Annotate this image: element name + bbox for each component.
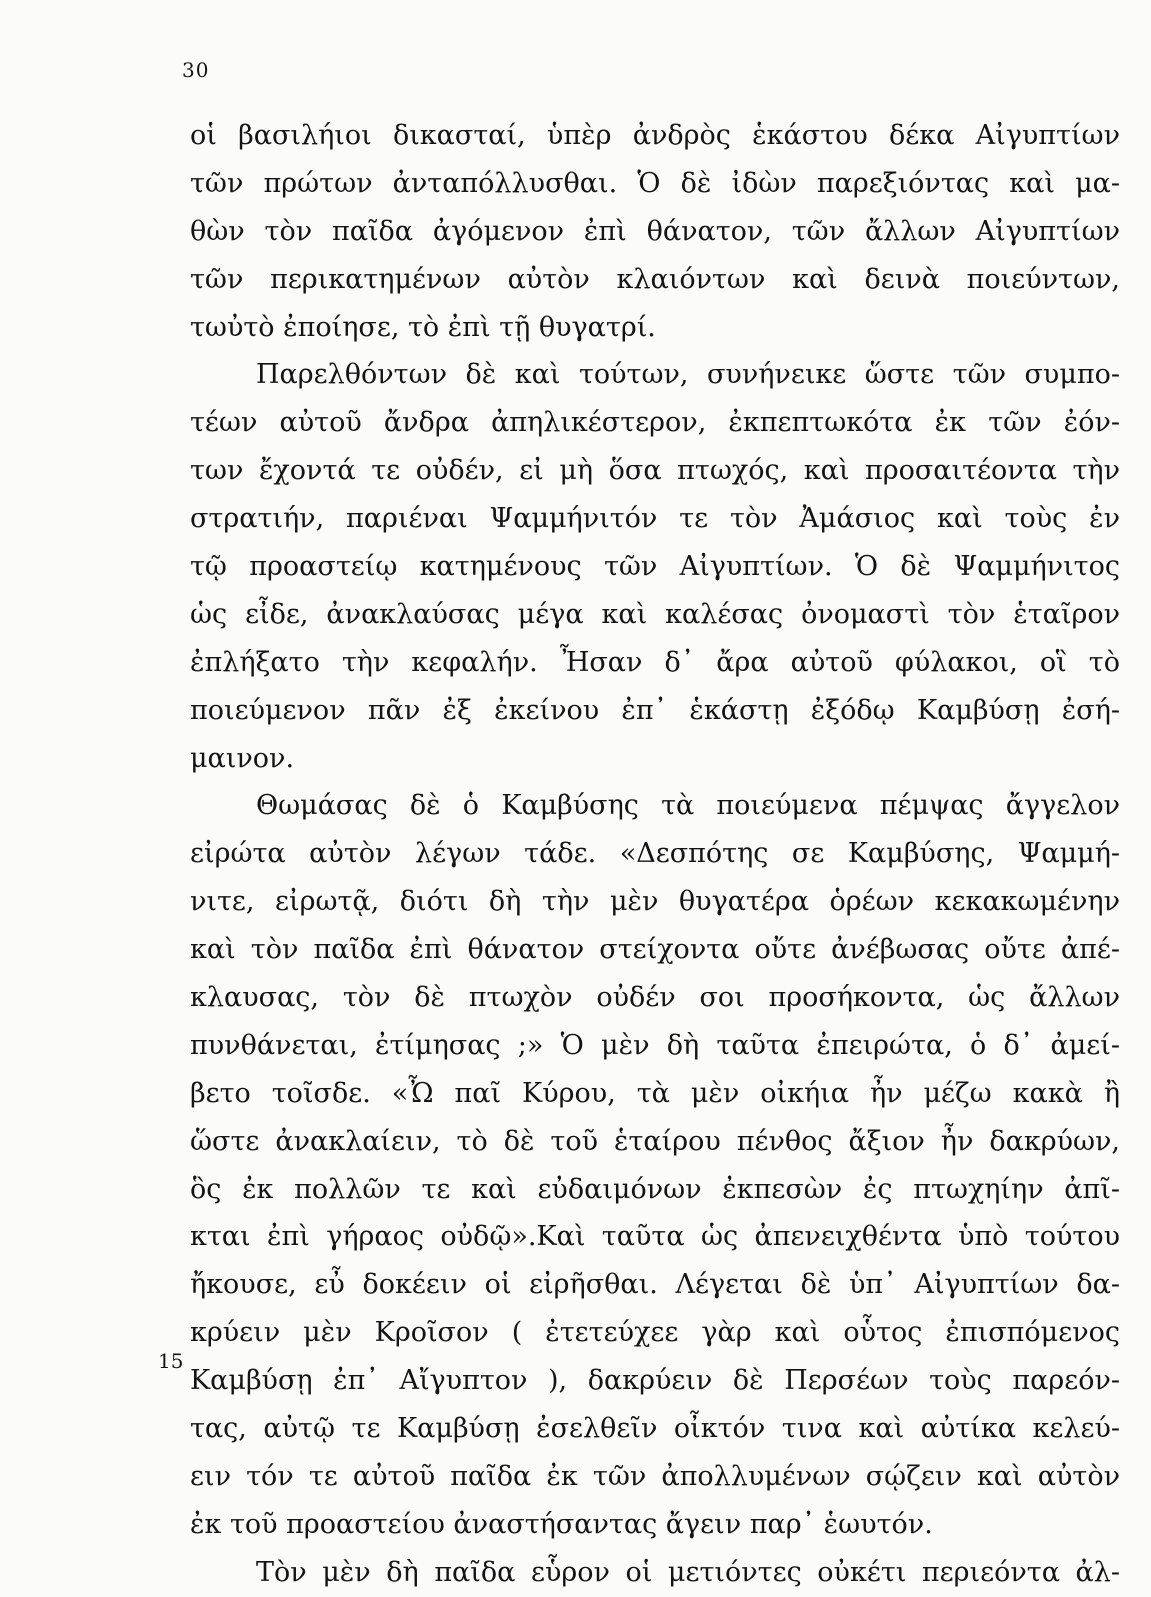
text-line: κται ἐπὶ γήραος οὐδῷ».Καὶ ταῦτα ὡς ἀπενειχθέντα ὑπὸ τούτου (190, 1221, 1120, 1253)
page-number: 30 (182, 58, 210, 82)
text-line: ειν τόν τε αὐτοῦ παῖδα ἐκ τῶν ἀπολλυμένων σῴζειν καὶ αὐτὸν (190, 1460, 1120, 1492)
text-line: ἐκ τοῦ προαστείου ἀναστήσαντας ἄγειν παρ᾽ ἑωυτόν. (190, 1508, 933, 1540)
text-line: Τὸν μὲν δὴ παῖδα εὗρον οἱ μετιόντες οὐκέτι περιεόντα ἀλ- (256, 1556, 1120, 1588)
text-line: θὼν τὸν παῖδα ἀγόμενον ἐπὶ θάνατον, τῶν ἄλλων Αἰγυπτίων (190, 215, 1120, 247)
text-line: εἰρώτα αὐτὸν λέγων τάδε. «Δεσπότης σε Καμβύσης, Ψαμμή- (190, 838, 1120, 870)
text-line: τῶν πρώτων ἀνταπόλλυσθαι. Ὁ δὲ ἰδὼν παρεξιόντας καὶ μα- (190, 167, 1120, 199)
text-line: ποιεύμενον πᾶν ἐξ ἐκείνου ἐπ᾽ ἑκάστῃ ἐξόδῳ Καμβύσῃ ἐσή- (190, 694, 1120, 726)
text-line: τας, αὐτῷ τε Καμβύσῃ ἐσελθεῖν οἶκτόν τινα καὶ αὐτίκα κελεύ- (190, 1413, 1120, 1445)
text-line: στρατιήν, παριέναι Ψαμμήνιτόν τε τὸν Ἀμάσιος καὶ τοὺς ἐν (190, 503, 1120, 535)
text-line: τωὐτὸ ἐποίησε, τὸ ἐπὶ τῇ θυγατρί. (190, 311, 656, 343)
text-line: ἤκουσε, εὖ δοκέειν οἱ εἰρῆσθαι. Λέγεται δὲ ὑπ᾽ Αἰγυπτίων δα- (190, 1269, 1120, 1301)
text-line: ὥστε ἀνακλαίειν, τὸ δὲ τοῦ ἑταίρου πένθος ἄξιον ἦν δακρύων, (190, 1125, 1120, 1157)
text-line: Θωμάσας δὲ ὁ Καμβύσης τὰ ποιεύμενα πέμψας ἄγγελον (256, 790, 1120, 822)
text-line: οἱ βασιλήιοι δικασταί, ὑπὲρ ἀνδρὸς ἑκάστου δέκα Αἰγυπτίων (190, 120, 1120, 151)
body-text (190, 112, 1120, 1597)
text-line: ἐπλήξατο τὴν κεφαλήν. Ἦσαν δ᾽ ἄρα αὐτοῦ φύλακοι, οἳ τὸ (190, 646, 1120, 678)
text-line: μαινον. (190, 742, 295, 774)
text-line: πυνθάνεται, ἐτίμησας ;» Ὁ μὲν δὴ ταῦτα ἐπειρώτα, ὁ δ᾽ ἀμεί- (190, 1029, 1120, 1061)
text-line: Παρελθόντων δὲ καὶ τούτων, συνήνεικε ὥστε τῶν συμπο- (256, 359, 1120, 391)
text-line: νιτε, εἰρωτᾷ, διότι δὴ τὴν μὲν θυγατέρα ὁρέων κεκακωμένην (190, 886, 1120, 918)
text-line: βετο τοῖσδε. «Ὦ παῖ Κύρου, τὰ μὲν οἰκήια ἦν μέζω κακὰ ἢ (190, 1077, 1120, 1109)
text-line: τῷ προαστείῳ κατημένους τῶν Αἰγυπτίων. Ὁ δὲ Ψαμμήνιτος (190, 551, 1120, 583)
margin-line-number: 15 (158, 1349, 184, 1373)
text-line: των ἔχοντά τε οὐδέν, εἰ μὴ ὅσα πτωχός, καὶ προσαιτέοντα τὴν (190, 455, 1120, 487)
text-line: κρύειν μὲν Κροῖσον ( ἐτετεύχεε γὰρ καὶ οὗτος ἐπισπόμενος (190, 1317, 1120, 1349)
text-line: τέων αὐτοῦ ἄνδρα ἀπηλικέστερον, ἐκπεπτωκότα ἐκ τῶν ἐόν- (190, 407, 1120, 439)
text-line: ὃς ἐκ πολλῶν τε καὶ εὐδαιμόνων ἐκπεσὼν ἐς πτωχηίην ἀπῖ- (190, 1173, 1120, 1205)
text-line: καὶ τὸν παῖδα ἐπὶ θάνατον στείχοντα οὔτε ἀνέβωσας οὔτε ἀπέ- (190, 934, 1120, 966)
text-line: ὡς εἶδε, ἀνακλαύσας μέγα καὶ καλέσας ὀνομαστὶ τὸν ἑταῖρον (190, 598, 1120, 630)
text-line: τῶν περικατημένων αὐτὸν κλαιόντων καὶ δεινὰ ποιεύντων, (190, 263, 1120, 295)
text-line: κλαυσας, τὸν δὲ πτωχὸν οὐδέν σοι προσήκοντα, ὡς ἄλλων (190, 982, 1120, 1014)
text-line: Καμβύσῃ ἐπ᾽ Αἴγυπτον ), δακρύειν δὲ Περσέων τοὺς παρεόν- (190, 1365, 1120, 1397)
